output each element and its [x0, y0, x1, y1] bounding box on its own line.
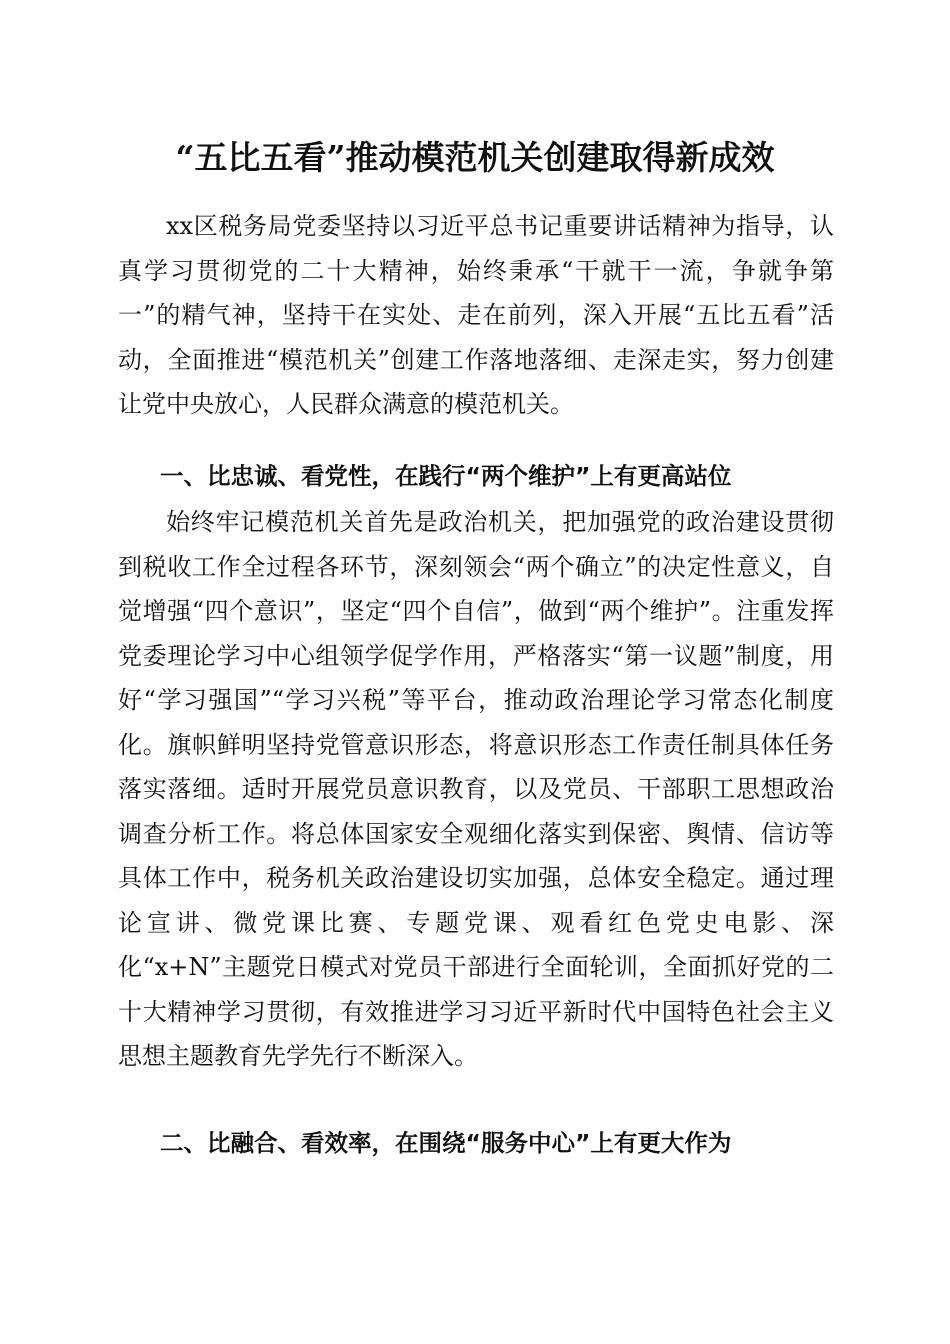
section-1-heading: 一、比忠诚、看党性，在践行“两个维护”上有更高站位 [160, 462, 732, 490]
section-1-body-block [118, 500, 834, 1079]
document-title: “五比五看”推动模范机关创建取得新成效 [175, 138, 775, 177]
section-2-heading: 二、比融合、看效率，在围绕“服务中心”上有更大作为 [160, 1129, 732, 1157]
section-1-paragraph: 始终牢记模范机关首先是政治机关，把加强党的政治建设贯彻到税收工作全过程各环节，深刻领会“两个确立”的决定性意义，自觉增强“四个意识”，坚定“四个自信”，做到“两个维护”。注重发挥党委理论学习中心组领学促学作用，严格落实“第一议题”制度，用好“学习强国”“学习兴税”等平台，推动政治理论学习常态化制度化。旗帜鲜明坚持党管意识形态，将意识形态工作责任制具体任务落实落细。适时开展党员意识教育，以及党员、干部职工思想政治调查分析工作。将总体国家安全观细化落实到保密、舆情、信访等具体工作中，税务机关政治建设切实加强，总体安全稳定。通过理论宣讲、微党课比赛、专题党课、观看红色党史电影、深化“x+N”主题党日模式对党员干部进行全面轮训，全面抓好党的二十大精神学习贯彻，有效推进学习习近平新时代中国特色社会主义思想主题教育先学先行不断深入。 [118, 508, 834, 1070]
intro-paragraph-block [118, 204, 834, 427]
intro-paragraph: xx区税务局党委坚持以习近平总书记重要讲话精神为指导，认真学习贯彻党的二十大精神，始终秉承“干就干一流，争就争第一”的精气神，坚持干在实处、走在前列，深入开展“五比五看”活动，全面推进“模范机关”创建工作落地落细、走深走实，努力创建让党中央放心，人民群众满意的模范机关。 [118, 212, 834, 418]
